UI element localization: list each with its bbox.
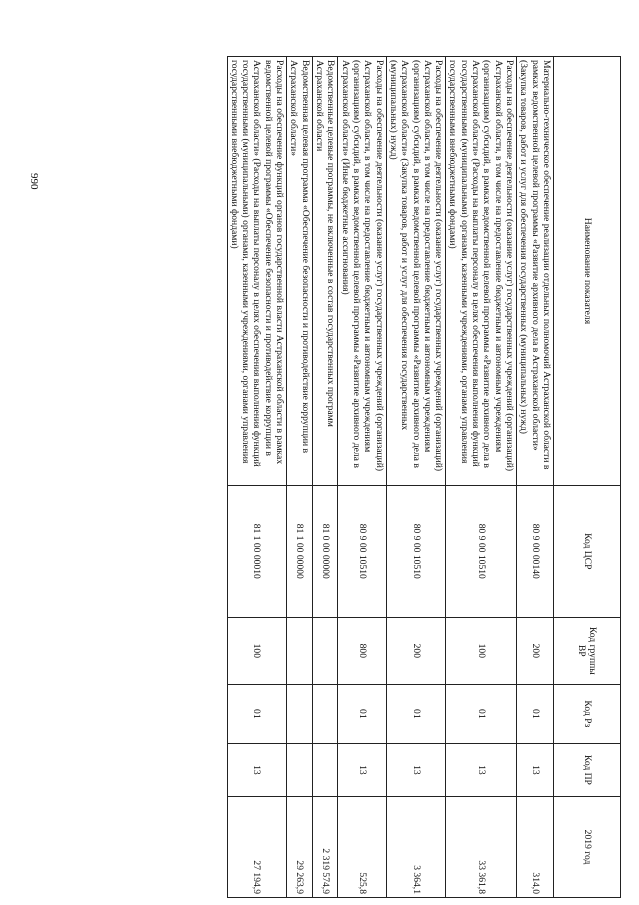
table-row — [312, 57, 338, 898]
cell-name: Ведомственная целевая программа «Обеспечение безопасности и противодействие коррупции в Астраханской области» — [287, 57, 313, 486]
cell-2019: 27 194,9 — [227, 797, 287, 898]
cell-rz: 01 — [227, 684, 287, 743]
cell-vr: 200 — [517, 617, 554, 684]
cell-csr: 80 9 00 10510 — [338, 485, 386, 617]
table-row — [386, 57, 446, 898]
cell-2019: 314,0 — [517, 797, 554, 898]
cell-rz: 01 — [386, 684, 446, 743]
cell-csr: 80 9 00 10510 — [386, 485, 446, 617]
cell-pr: 13 — [227, 743, 287, 796]
budget-table-page — [111, 56, 621, 898]
cell-name: Расходы на обеспечение функций органов государственной власти Астраханской области в рамках ведомственной целевой программы «Обеспечение безопасности и противодействие коррупции в Астраханской области» (Расходы на выплаты персоналу в целях обеспечения выполнения функций государственными (муниципальными) органами, казенными учреждениями, органами управления государственными внебюджетными фондами) — [227, 57, 287, 486]
cell-name: Материально-техническое обеспечение реализации отдельных полномочий Астраханской области в рамках ведомственной целевой программы «Развитие архивного дела в Астраханской области» (Закупка товаров, работ и услуг для обеспечения государственных (муниципальных) нужд) — [517, 57, 554, 486]
cell-name: Ведомственные целевые программы, не включенные в состав государственных программ Астраханской области — [312, 57, 338, 486]
table-row — [287, 57, 313, 898]
cell-rz: 01 — [338, 684, 386, 743]
cell-rz: 01 — [446, 684, 517, 743]
cell-pr: 13 — [338, 743, 386, 796]
cell-2019: 525,8 — [338, 797, 386, 898]
table-row — [227, 57, 287, 898]
header-vr: Код группы ВР — [554, 617, 621, 684]
cell-2019: 33 361,8 — [446, 797, 517, 898]
cell-pr: 13 — [446, 743, 517, 796]
cell-pr — [287, 743, 313, 796]
cell-vr — [312, 617, 338, 684]
table-header-row — [554, 57, 621, 898]
cell-csr: 81 0 00 00000 — [312, 485, 338, 617]
cell-vr: 100 — [446, 617, 517, 684]
cell-vr: 800 — [338, 617, 386, 684]
header-name: Наименование показателя — [554, 57, 621, 486]
cell-rz — [287, 684, 313, 743]
table-row — [446, 57, 517, 898]
cell-name: Расходы на обеспечение деятельности (оказание услуг) государственных учреждений (организаций) Астраханской области, в том числе на предоставление бюджетным и автономным учреждениям (организациям) субсидий, в рамках ведомственной целевой программы «Развитие архивного дела в Астраханской области» (Расходы на выплаты персоналу в целях обеспечения выполнения функций государственными (муниципальными) органами, казенными учреждениями, органами управления государственными внебюджетными фондами) — [446, 57, 517, 486]
cell-pr — [312, 743, 338, 796]
cell-2019: 2 319 574,9 — [312, 797, 338, 898]
cell-vr: 200 — [386, 617, 446, 684]
cell-csr: 80 9 00 10510 — [446, 485, 517, 617]
cell-rz: 01 — [517, 684, 554, 743]
cell-vr — [287, 617, 313, 684]
header-pr: Код ПР — [554, 743, 621, 796]
header-csr: Код ЦСР — [554, 485, 621, 617]
cell-pr: 13 — [386, 743, 446, 796]
page-number: 990 — [28, 173, 40, 190]
cell-csr: 80 9 00 00140 — [517, 485, 554, 617]
header-rz: Код Рз — [554, 684, 621, 743]
cell-2019: 29 263,9 — [287, 797, 313, 898]
cell-name: Расходы на обеспечение деятельности (оказание услуг) государственных учреждений (организаций) Астраханской области, в том числе на предоставление бюджетным и автономным учреждениям (организациям) субсидий, в рамках ведомственной целевой программы «Развитие архивного дела в Астраханской области» (Иные бюджетные ассигнования) — [338, 57, 386, 486]
cell-csr: 81 1 00 00010 — [227, 485, 287, 617]
cell-2019: 3 364,1 — [386, 797, 446, 898]
cell-name: Расходы на обеспечение деятельности (оказание услуг) государственных учреждений (организаций) Астраханской области, в том числе на предоставление бюджетным и автономным учреждениям (организациям) субсидий, в рамках ведомственной целевой программы «Развитие архивного дела в Астраханской области» (Закупка товаров, работ и услуг для обеспечения государственных (муниципальных) нужд) — [386, 57, 446, 486]
cell-vr: 100 — [227, 617, 287, 684]
cell-pr: 13 — [517, 743, 554, 796]
table-row — [338, 57, 386, 898]
header-2019: 2019 год — [554, 797, 621, 898]
budget-table — [227, 56, 621, 898]
table-row — [517, 57, 554, 898]
cell-csr: 81 1 00 00000 — [287, 485, 313, 617]
cell-rz — [312, 684, 338, 743]
